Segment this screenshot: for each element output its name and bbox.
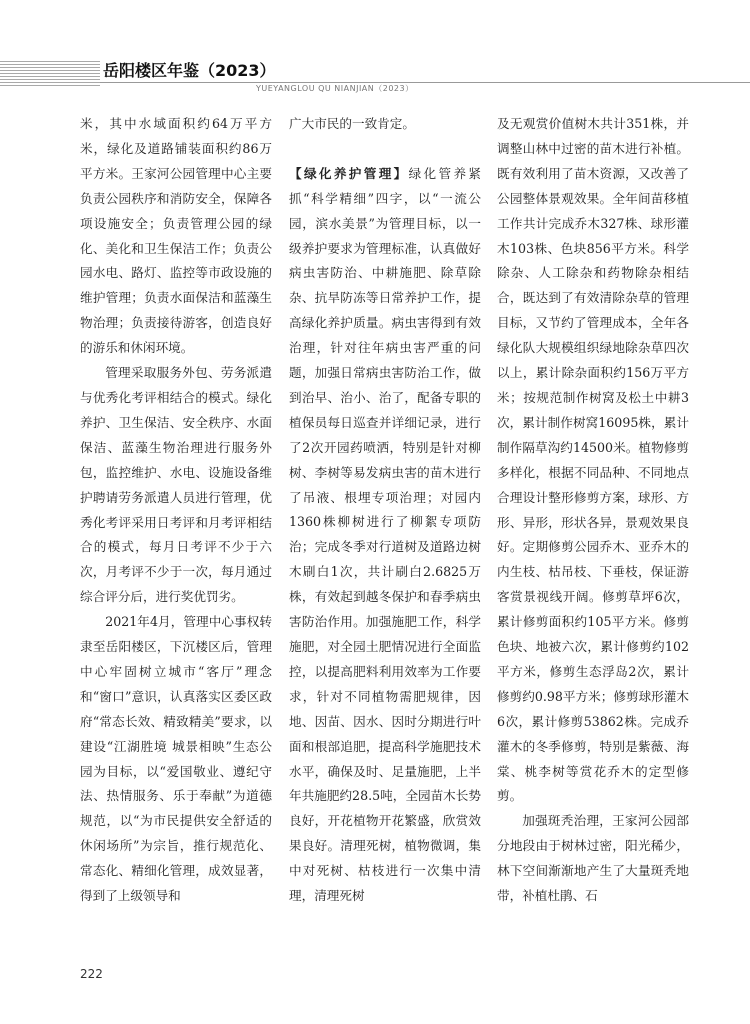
- text-column-1: [80, 112, 272, 942]
- section-paragraph: [289, 162, 481, 909]
- paragraph: 广大市民的一致肯定。: [289, 116, 415, 131]
- header-stripes-decoration: [0, 61, 100, 87]
- section-text: 绿化管养紧抓“科学精细”四字，以“一流公园，滨水美景”为管理目标，以一级养护要求为管理标准，认真做好病虫害防治、中耕施肥、除草除杂、抗旱防冻等日常养护工作，提高绿化养护质量。病虫害得到有效治理，针对往年病虫害严重的问题，加强日常病虫害防治工作，做到治早、治小、治了，配备专职的植保员每日巡查并详细记录，进行了2次开园药喷洒，特别是针对柳树、李树等易发病虫害的苗木进行了吊液、根埋专项治理；对园内1360株柳树进行了柳絮专项防治；完成冬季对行道树及道路边树木刷白1次，共计刷白2.6825万株，有效起到越冬保护和春季病虫害防治作用。加强施肥工作，科学施肥，对全园土肥情况进行全面监控，以提高肥料利用效率为工作要求，针对不同植物需肥规律，因地、因苗、因水、因时分期进行叶面和根部追肥，提高科学施肥技术水平，确保及时、足量施肥，上半年共施肥约28.5吨，全园苗木长势良好，开花植物开花繁盛，欣赏效果良好。清理死树，植物微调，集中对死树、枯枝进行一次集中清理，清理死树: [289, 165, 481, 904]
- running-header-title: 岳阳楼区年鉴（2023）: [103, 61, 276, 80]
- paragraph: 2021年4月，管理中心事权转隶至岳阳楼区，下沉楼区后，管理中心牢固树立城市“客厅”理念和“窗口”意识，认真落实区委区政府“常态长效、精致精美”要求，以建设“江湖胜境 城景相映”生态公园为目标，以“爱国敬业、遵纪守法、热情服务、乐于奉献”为道德规范，以“为市民提供安全舒适的休闲场所”为宗旨，推行规范化、常态化、精细化管理，成效显著，得到了上级领导和: [80, 614, 272, 904]
- text-column-3: [497, 112, 689, 942]
- page-number: 222: [80, 967, 103, 981]
- paragraph-spacer: [289, 137, 481, 162]
- section-heading: 【绿化养护管理】: [289, 165, 409, 181]
- paragraph: 管理采取服务外包、劳务派遣与优秀化考评相结合的模式。绿化养护、卫生保洁、安全秩序、水面保洁、蓝藻生物治理进行服务外包，监控维护、水电、设施设备维护聘请劳务派遣人员进行管理，优秀化考评采用日考评和月考评相结合的模式，每月日考评不少于六次，月考评不少于一次，每月通过综合评分后，进行奖优罚劣。: [80, 365, 272, 605]
- paragraph: 米，其中水域面积约64万平方米，绿化及道路铺装面积约86万平方米。王家河公园管理中心主要负责公园秩序和消防安全，保障各项设施安全；负责管理公园的绿化、美化和卫生保洁工作；负责公园水电、路灯、监控等市政设施的维护管理；负责水面保洁和蓝藻生物治理；负责接待游客，创造良好的游乐和休闲环境。: [80, 116, 272, 356]
- running-header-subtitle: YUEYANGLOU QU NIANJIAN（2023）: [256, 84, 414, 93]
- header-rule: [100, 82, 750, 83]
- text-column-2: [289, 112, 481, 942]
- paragraph: 及无观赏价值树木共计351株，并调整山林中过密的苗木进行补植。既有效利用了苗木资源，又改善了公园整体景观效果。全年间苗移植工作共计完成乔木327株、球形灌木103株、色块856平方米。科学除杂、人工除杂和药物除杂相结合，既达到了有效清除杂草的管理目标，又节约了管理成本，全年各绿化队大规模组织绿地除杂草四次以上，累计除杂面积约156万平方米；按规范制作树窝及松土中耕3次，累计制作树窝16095株，累计制作隔草沟约14500米。植物修剪多样化，根据不同品种、不同地点合理设计整形修剪方案，球形、方形、异形，形状各异，景观效果良好。定期修剪公园乔木、亚乔木的内生枝、枯吊枝、下垂枝，保证游客赏景视线开阔。修剪草坪6次，累计修剪面积约105平方米。修剪色块、地被六次，累计修剪约102平方米，修剪生态浮岛2次，累计修剪约0.98平方米；修剪球形灌木6次，累计修剪53862株。完成乔灌木的冬季修剪，特别是紫薇、海棠、桃李树等赏花乔木的定型修剪。: [497, 116, 689, 804]
- paragraph: 加强斑秃治理，王家河公园部分地段由于树林过密，阳光稀少，林下空间渐渐地产生了大量斑秃地带，补植杜鹃、石: [497, 813, 689, 904]
